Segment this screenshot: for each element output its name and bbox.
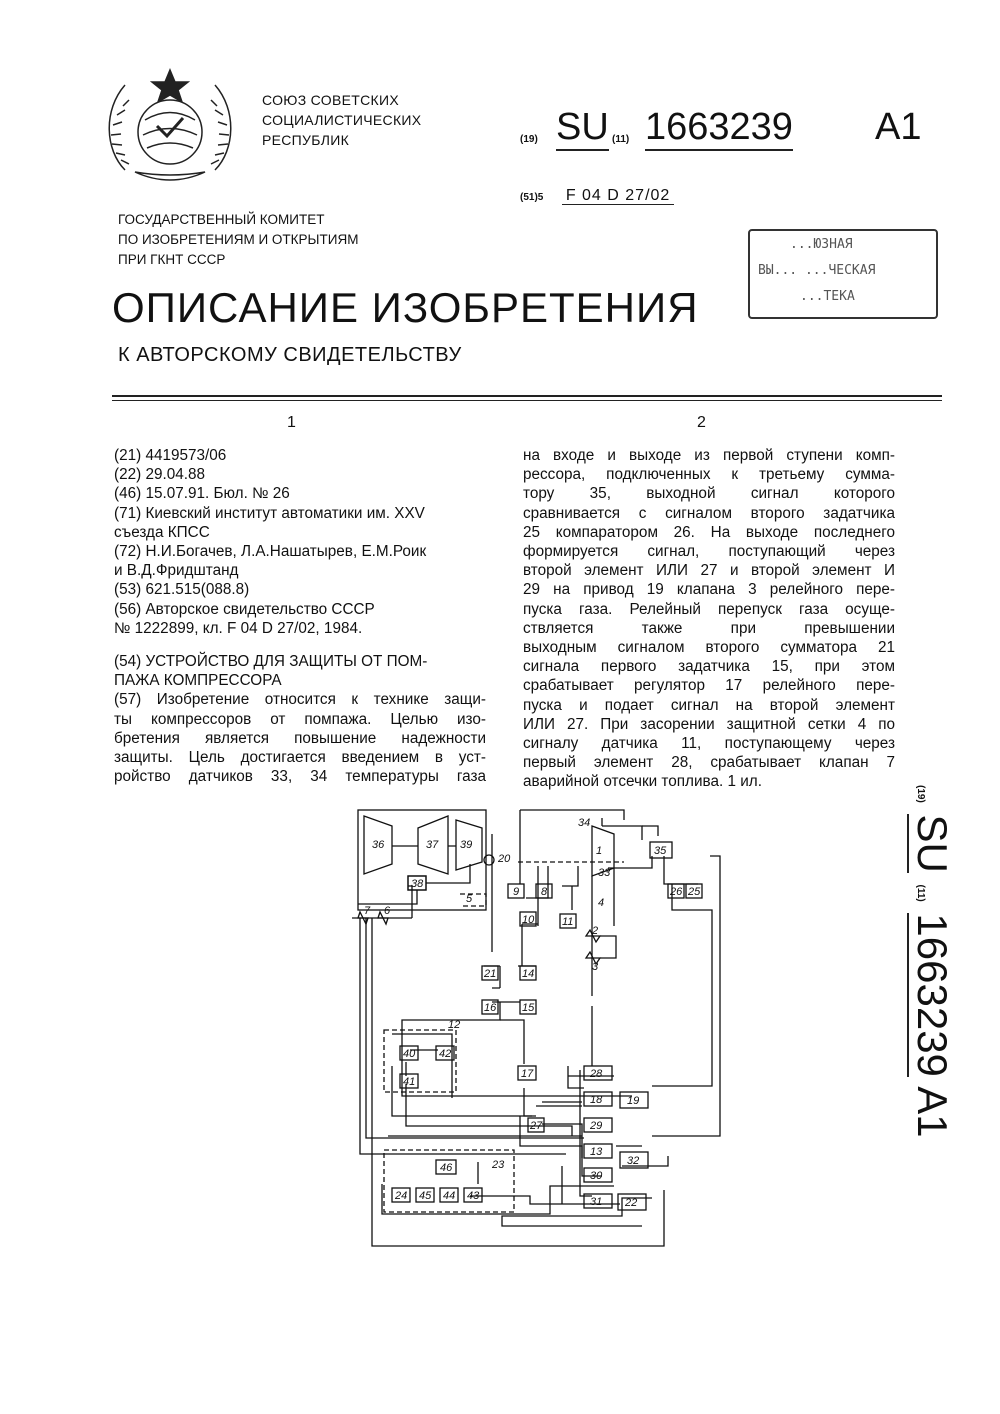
label-18: 18	[590, 1094, 603, 1106]
label-5: 5	[466, 893, 473, 905]
committee-line-1: ГОСУДАРСТВЕННЫЙ КОМИТЕТ	[118, 212, 325, 227]
label-9: 9	[513, 886, 520, 898]
label-23: 23	[492, 1159, 505, 1171]
abstract-line: первый элемент 28, срабатывает клапан 7	[523, 754, 895, 772]
label-17: 17	[521, 1068, 534, 1080]
abstract-line: (57) Изобретение относится к технике защи-	[114, 691, 486, 709]
ipc-label: (51)5	[520, 192, 544, 203]
label-39: 39	[460, 839, 473, 851]
biblio-line: (71) Киевский институт автоматики им. XXV	[114, 504, 425, 522]
label-31: 31	[590, 1196, 603, 1208]
left-column	[114, 446, 486, 786]
abstract-line: бретения является повышение надежности	[114, 729, 486, 747]
label-13: 13	[590, 1146, 603, 1158]
label-4: 4	[598, 897, 605, 909]
label-40: 40	[403, 1048, 416, 1060]
column-number-right: 2	[697, 414, 706, 431]
abstract-line: на входе и выходе из первой ступени комп-	[523, 447, 895, 464]
label-34: 34	[578, 817, 591, 829]
label-21: 21	[484, 968, 497, 980]
biblio-line: (22) 29.04.88	[114, 466, 205, 484]
abstract-line: сигнала первого задатчика 15, при этом	[523, 658, 895, 676]
label-11: 11	[562, 916, 574, 928]
block-diagram	[352, 806, 722, 1250]
country-code: SU	[556, 106, 609, 151]
label-10: 10	[522, 914, 535, 926]
ussr-emblem	[95, 60, 245, 200]
label-26: 26	[670, 886, 683, 898]
divider	[112, 395, 942, 397]
abstract-line: ройство датчиков 33, 34 температуры газа	[114, 768, 486, 786]
label-27: 27	[530, 1120, 543, 1132]
stamp-line-2: ВЫ... ...ЧЕСКАЯ	[758, 263, 876, 278]
biblio-line: (46) 15.07.91. Бюл. № 26	[114, 485, 290, 503]
doc-number-label: (11)	[612, 134, 630, 145]
label-28: 28	[590, 1068, 603, 1080]
stamp-line-1: ...ЮЗНАЯ	[790, 237, 853, 252]
label-29: 29	[590, 1120, 603, 1132]
biblio-line: (21) 4419573/06	[114, 447, 227, 464]
side-country-label: (19)	[915, 785, 926, 803]
ipc-classification	[520, 187, 674, 205]
side-document-code	[909, 785, 956, 1145]
country-code-label: (19)	[520, 134, 538, 145]
abstract-line: второй элемент ИЛИ 27 и второй элемент И	[523, 562, 895, 580]
label-35: 35	[654, 845, 667, 857]
divider-thin	[112, 400, 942, 401]
biblio-line: и В.Д.Фридштанд	[114, 562, 239, 580]
union-line-1: СОЮЗ СОВЕТСКИХ	[262, 92, 399, 108]
library-stamp	[748, 229, 938, 319]
abstract-line: 29 на привод 19 клапана 3 релейного пере-	[523, 581, 895, 599]
biblio-line: № 1222899, кл. F 04 D 27/02, 1984.	[114, 619, 363, 637]
label-1: 1	[596, 845, 603, 857]
label-44: 44	[443, 1190, 456, 1202]
abstract-line: ствляется также при превышении	[523, 619, 895, 637]
label-2: 2	[592, 925, 599, 937]
page-title: ОПИСАНИЕ ИЗОБРЕТЕНИЯ	[112, 284, 699, 331]
committee	[118, 210, 358, 270]
committee-line-2: ПО ИЗОБРЕТЕНИЯМ И ОТКРЫТИЯМ	[118, 232, 359, 247]
label-33: 33	[598, 867, 611, 879]
side-number: 1663239	[909, 913, 956, 1077]
abstract-line: срабатывает регулятор 17 релейного пере-	[523, 677, 895, 695]
biblio-line: (56) Авторское свидетельство СССР	[114, 600, 375, 618]
abstract-line: защиты. Цель достигается введением в уст-	[114, 749, 486, 767]
label-30: 30	[590, 1170, 603, 1182]
label-14: 14	[522, 968, 535, 980]
abstract-line: пуска газа. Релейный перепуск газа осуще-	[523, 600, 895, 618]
abstract-line: сравнивается с сигналом второго задатчика	[523, 504, 895, 522]
abstract-line: пуска и подает сигнал на второй элемент	[523, 696, 895, 714]
biblio-line: съезда КПСС	[114, 523, 210, 541]
label-3: 3	[592, 961, 599, 973]
right-column	[523, 446, 895, 792]
abstract-line: ИЛИ 27. При засорении защитной сетки 4 по	[523, 715, 895, 733]
committee-line-3: ПРИ ГКНТ СССР	[118, 252, 226, 267]
invention-title-line: (54) УСТРОЙСТВО ДЛЯ ЗАЩИТЫ ОТ ПОМ-	[114, 653, 428, 671]
label-37: 37	[426, 839, 439, 851]
union-line-2: СОЦИАЛИСТИЧЕСКИХ	[262, 112, 422, 128]
kind-code: A1	[875, 106, 922, 148]
column-number-left: 1	[287, 414, 296, 431]
abstract-line: сигналу датчика 11, поступающему через	[523, 735, 895, 753]
ipc-value: F 04 D 27/02	[562, 187, 675, 205]
document-number-block	[520, 106, 940, 156]
biblio-line: (72) Н.И.Богачев, Л.А.Нашатырев, Е.М.Роик	[114, 543, 427, 561]
label-8: 8	[541, 886, 548, 898]
label-46: 46	[440, 1162, 453, 1174]
label-32: 32	[627, 1155, 640, 1167]
label-7: 7	[364, 905, 371, 917]
label-25: 25	[688, 886, 701, 898]
label-42: 42	[439, 1048, 452, 1060]
biblio-line: (53) 621.515(088.8)	[114, 581, 250, 599]
abstract-line: выходным сигналом второго сумматора 21	[523, 639, 895, 657]
stamp-line-3: ...ТЕКА	[800, 289, 855, 304]
side-country: SU	[909, 814, 956, 873]
label-38: 38	[411, 878, 424, 890]
abstract-line: тору 35, выходной сигнал которого	[523, 485, 895, 503]
label-15: 15	[522, 1002, 535, 1014]
label-43: 43	[467, 1190, 480, 1202]
label-41: 41	[403, 1076, 416, 1088]
label-19: 19	[627, 1095, 640, 1107]
label-6: 6	[384, 905, 391, 917]
abstract-line: ты компрессоров от помпажа. Целью изо-	[114, 710, 486, 728]
label-16: 16	[484, 1002, 497, 1014]
abstract-line: аварийной отсечки топлива. 1 ил.	[523, 773, 762, 791]
label-12: 12	[448, 1019, 461, 1031]
union-name	[262, 90, 421, 150]
abstract-line: 25 компаратором 26. На выходе последнего	[523, 523, 895, 541]
abstract-line: формируется сигнал, поступающий через	[523, 543, 895, 561]
side-number-label: (11)	[915, 884, 926, 902]
label-24: 24	[395, 1190, 408, 1202]
page-subtitle: К АВТОРСКОМУ СВИДЕТЕЛЬСТВУ	[118, 344, 462, 366]
abstract-line: рессора, подключенных к третьему сумма-	[523, 466, 895, 484]
label-20: 20	[498, 853, 511, 865]
side-kind: A1	[909, 1086, 956, 1138]
doc-number: 1663239	[645, 106, 793, 151]
invention-title-line: ПАЖА КОМПРЕССОРА	[114, 672, 282, 690]
label-45: 45	[419, 1190, 432, 1202]
union-line-3: РЕСПУБЛИК	[262, 132, 350, 148]
label-22: 22	[625, 1197, 638, 1209]
label-36: 36	[372, 839, 385, 851]
